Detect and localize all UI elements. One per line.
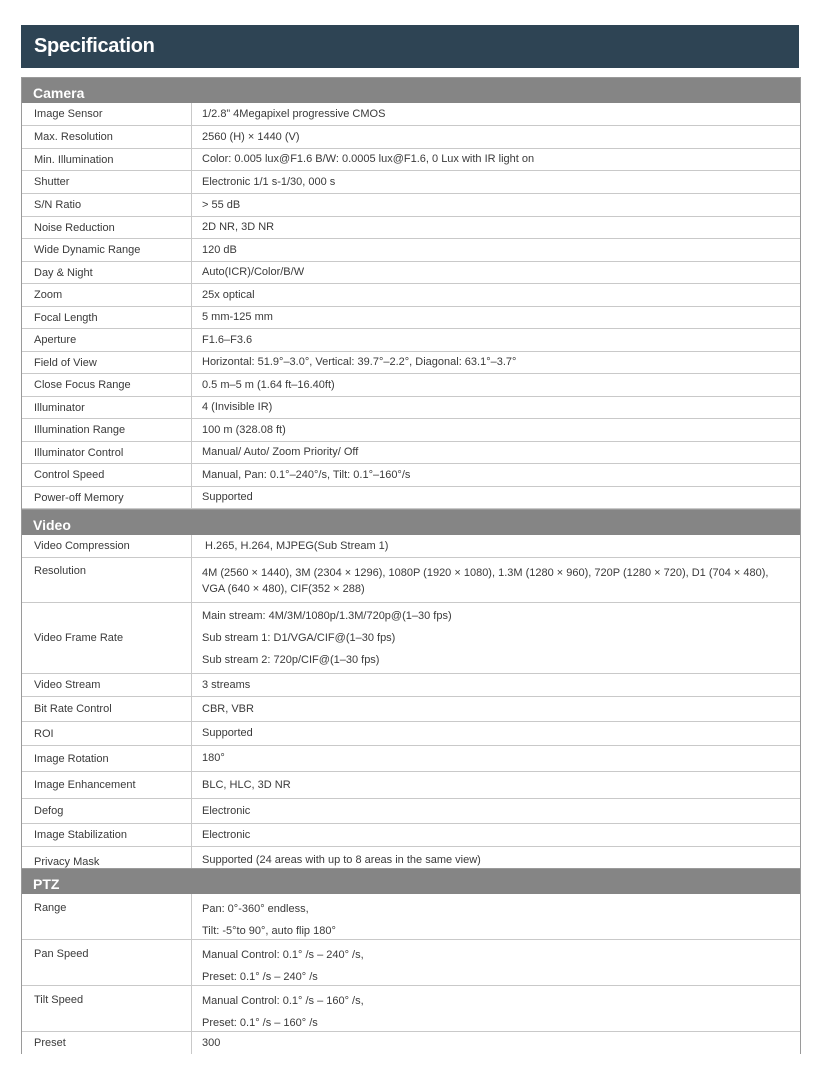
row-value [192, 307, 800, 328]
row-value [192, 217, 800, 238]
row-value [192, 674, 800, 696]
row-label: Tilt Speed [22, 986, 192, 1031]
table-row [22, 329, 800, 352]
row-value-text: Supported [202, 491, 253, 503]
row-value [192, 894, 800, 939]
camera-rows [22, 103, 800, 509]
row-label: Video Frame Rate [22, 603, 192, 673]
row-label: Illumination Range [22, 419, 192, 441]
row-label: Field of View [22, 352, 192, 373]
row-value [192, 329, 800, 351]
row-label: Illuminator [22, 397, 192, 418]
row-value [192, 603, 800, 673]
row-label: Aperture [22, 329, 192, 351]
row-label: Zoom [22, 284, 192, 306]
row-value [192, 149, 800, 170]
table-row [22, 1032, 800, 1054]
table-row [22, 103, 800, 126]
table-row [22, 374, 800, 397]
row-value [192, 284, 800, 306]
row-value [192, 262, 800, 283]
row-label: Image Stabilization [22, 824, 192, 846]
row-label: Privacy Mask [22, 847, 192, 868]
row-value-text: Supported (24 areas with up to 8 areas in the same view) [202, 854, 481, 866]
row-value-text: F1.6–F3.6 [202, 333, 253, 346]
table-row [22, 986, 800, 1032]
table-row [22, 894, 800, 940]
table-row [22, 352, 800, 374]
table-row [22, 940, 800, 986]
row-value-text: Electronic [202, 804, 251, 817]
row-label: Image Enhancement [22, 772, 192, 798]
table-row [22, 799, 800, 824]
row-label: Min. Illumination [22, 149, 192, 170]
row-value-text: Electronic [202, 828, 251, 841]
row-value [192, 746, 800, 771]
row-value-line: Pan: 0°-360° endless, [202, 903, 309, 915]
row-value-line: VGA (640 × 480), CIF(352 × 288) [202, 583, 365, 595]
row-value-text: 0.5 m–5 m (1.64 ft–16.40ft) [202, 378, 335, 391]
row-value-text: Color: 0.005 lux@F1.6 B/W: 0.0005 lux@F1.6, 0 Lux with IR light on [202, 153, 535, 165]
row-value [192, 464, 800, 486]
row-label: Range [22, 894, 192, 939]
row-value [192, 171, 800, 193]
row-value-text: Auto(ICR)/Color/B/W [202, 266, 305, 278]
page-title [21, 25, 799, 68]
table-row [22, 772, 800, 799]
row-value-text: Electronic 1/1 s-1/30, 000 s [202, 175, 336, 188]
row-value [192, 126, 800, 148]
table-row [22, 824, 800, 847]
row-value [192, 772, 800, 798]
row-label: Defog [22, 799, 192, 823]
row-value [192, 419, 800, 441]
row-value [192, 374, 800, 396]
row-label: ROI [22, 722, 192, 745]
table-row [22, 697, 800, 722]
row-value [192, 103, 800, 125]
table-row [22, 722, 800, 746]
row-value [192, 1032, 800, 1054]
row-value [192, 940, 800, 985]
row-value-text: 2560 (H) × 1440 (V) [202, 130, 300, 143]
table-row [22, 126, 800, 149]
row-value-text: BLC, HLC, 3D NR [202, 778, 291, 791]
table-row [22, 284, 800, 307]
row-value [192, 487, 800, 508]
page-title-text: Specification [34, 35, 155, 57]
table-row [22, 535, 800, 558]
section-title: PTZ [33, 876, 60, 892]
row-label: Resolution [22, 558, 192, 602]
row-label: Image Rotation [22, 746, 192, 771]
row-label: Bit Rate Control [22, 697, 192, 721]
row-value [192, 194, 800, 216]
row-value-text: Supported [202, 727, 253, 739]
row-label: Focal Length [22, 307, 192, 328]
table-row [22, 239, 800, 262]
row-value-text: 180° [202, 752, 225, 764]
row-label: Preset [22, 1032, 192, 1054]
row-value [192, 986, 800, 1031]
row-value-text: 1/2.8” 4Megapixel progressive CMOS [202, 107, 386, 120]
row-label: Illuminator Control [22, 442, 192, 463]
row-value-line: Tilt: -5°to 90°, auto flip 180° [202, 925, 336, 937]
table-row [22, 262, 800, 284]
row-value-text: Manual, Pan: 0.1°–240°/s, Tilt: 0.1°–160°/s [202, 468, 411, 481]
row-value [192, 847, 800, 868]
row-label: Max. Resolution [22, 126, 192, 148]
row-value [192, 799, 800, 823]
table-row [22, 603, 800, 674]
row-value-text: H.265, H.264, MJPEG(Sub Stream 1) [202, 539, 389, 552]
row-value [192, 442, 800, 463]
row-value [192, 722, 800, 745]
row-label: Control Speed [22, 464, 192, 486]
row-value-line: Preset: 0.1° /s – 160° /s [202, 1017, 318, 1029]
section-header-ptz [22, 868, 800, 894]
section-header-camera [22, 77, 800, 103]
table-row [22, 194, 800, 217]
row-value [192, 558, 800, 602]
table-row [22, 674, 800, 697]
row-value [192, 824, 800, 846]
table-row [22, 149, 800, 171]
row-label: Power-off Memory [22, 487, 192, 508]
row-value-text: 4 (Invisible IR) [202, 401, 273, 413]
spec-table [21, 77, 801, 1054]
row-label: Video Compression [22, 535, 192, 557]
row-value-line: Manual Control: 0.1° /s – 240° /s, [202, 949, 364, 961]
row-label: Close Focus Range [22, 374, 192, 396]
row-value [192, 535, 800, 557]
table-row [22, 746, 800, 772]
row-label: Noise Reduction [22, 217, 192, 238]
table-row [22, 217, 800, 239]
section-header-video [22, 509, 800, 535]
row-label: Pan Speed [22, 940, 192, 985]
row-value-text: > 55 dB [202, 198, 241, 211]
row-value-line: Preset: 0.1° /s – 240° /s [202, 971, 318, 983]
section-title: Camera [33, 85, 85, 101]
row-value [192, 397, 800, 418]
row-value-text: 2D NR, 3D NR [202, 221, 275, 233]
row-value-text: 25x optical [202, 288, 255, 301]
row-value-line: 4M (2560 × 1440), 3M (2304 × 1296), 1080P (1920 × 1080), 1.3M (1280 × 960), 720P (1280 × 720), D1 (704 × 480), [202, 567, 769, 579]
row-value [192, 352, 800, 373]
row-value-line: Manual Control: 0.1° /s – 160° /s, [202, 995, 364, 1007]
table-row [22, 487, 800, 509]
row-value-line: Sub stream 2: 720p/CIF@(1–30 fps) [202, 654, 380, 666]
table-row [22, 171, 800, 194]
row-value-text: CBR, VBR [202, 702, 254, 715]
row-label: Day & Night [22, 262, 192, 283]
row-value-text: Manual/ Auto/ Zoom Priority/ Off [202, 446, 359, 458]
table-row [22, 307, 800, 329]
row-value-line: Sub stream 1: D1/VGA/CIF@(1–30 fps) [202, 632, 396, 644]
table-row [22, 464, 800, 487]
table-row [22, 397, 800, 419]
row-value-text: Horizontal: 51.9°–3.0°, Vertical: 39.7°–2.2°, Diagonal: 63.1°–3.7° [202, 356, 517, 368]
row-value-text: 3 streams [202, 678, 251, 691]
row-label: S/N Ratio [22, 194, 192, 216]
table-row [22, 442, 800, 464]
row-value-line: Main stream: 4M/3M/1080p/1.3M/720p@(1–30 fps) [202, 610, 452, 622]
table-row [22, 847, 800, 868]
row-value-text: 5 mm-125 mm [202, 311, 273, 323]
table-row [22, 419, 800, 442]
row-value-text: 120 dB [202, 243, 237, 256]
table-row [22, 558, 800, 603]
row-value-text: 100 m (328.08 ft) [202, 423, 286, 436]
row-label: Image Sensor [22, 103, 192, 125]
section-title: Video [33, 517, 71, 533]
row-label: Video Stream [22, 674, 192, 696]
row-value [192, 239, 800, 261]
row-label: Shutter [22, 171, 192, 193]
row-value [192, 697, 800, 721]
row-value-text: 300 [202, 1036, 221, 1049]
row-label: Wide Dynamic Range [22, 239, 192, 261]
